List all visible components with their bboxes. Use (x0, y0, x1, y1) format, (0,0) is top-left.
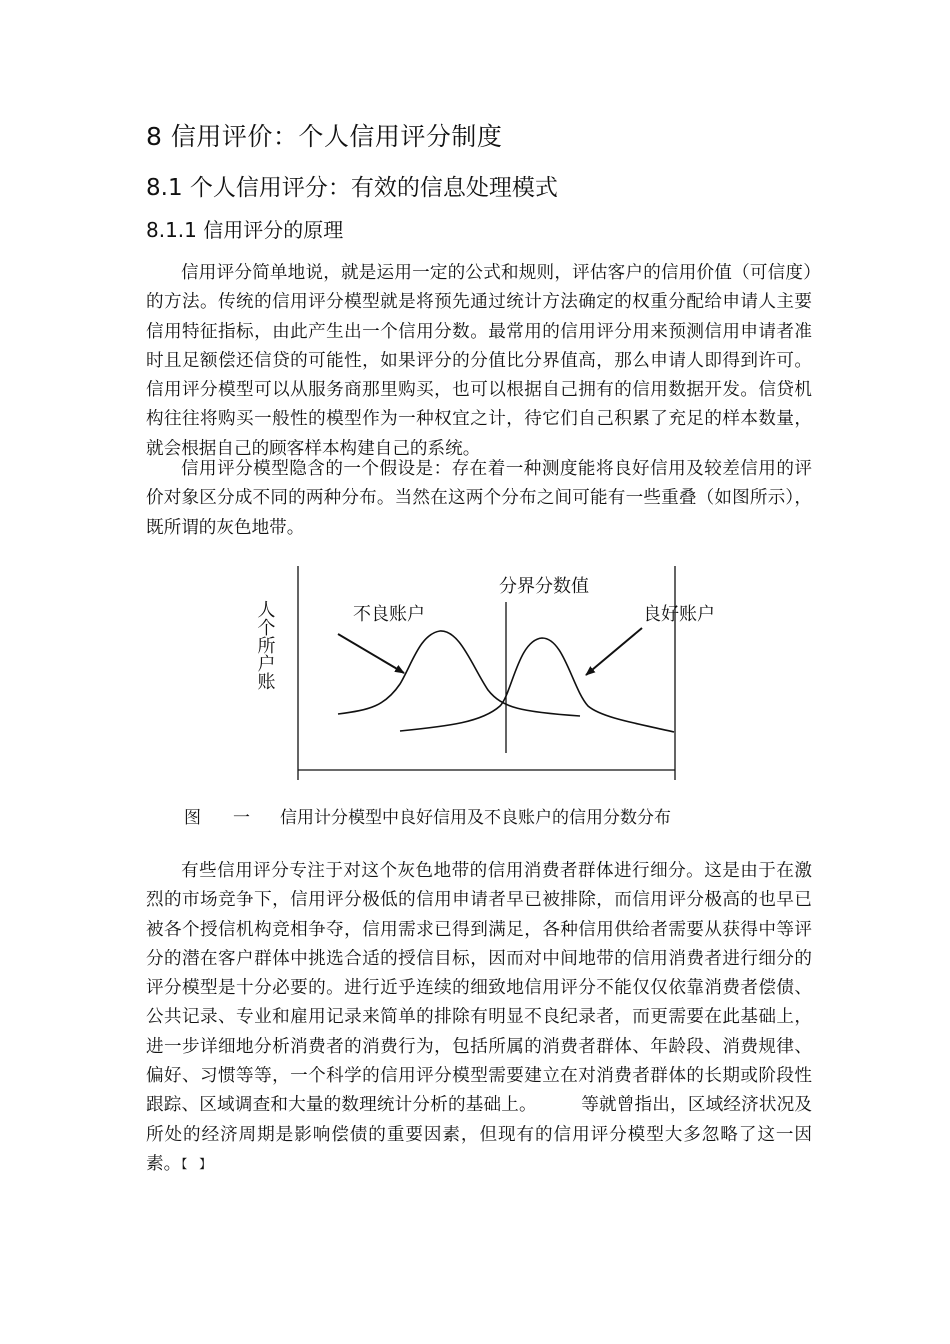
cutoff-label: 分界分数值 (499, 576, 589, 597)
good-account-arrow (586, 628, 642, 675)
good-account-curve (400, 638, 674, 732)
caption-number: 一 (233, 808, 250, 828)
paragraph-1: 信用评分简单地说，就是运用一定的公式和规则，评估客户的信用价值（可信度）的方法。传统的信用评分模型就是将预先通过统计方法确定的权重分配给申请人主要信用特征指标，由此产生出一个信用分数。最常用的信用评分用来预测信用申请者准时且足额偿还信贷的可能性，如果评分的分值比分界值高，那么申请人即得到许可。信用评分模型可以从服务商那里购买，也可以根据自己拥有的信用数据开发。信贷机构往往将购买一般性的模型作为一种权宜之计，待它们自己积累了充足的样本数量，就会根据自己的顾客样本构建自己的系统。 (146, 263, 812, 459)
score-distribution-figure (250, 566, 715, 786)
paragraph-3 (146, 857, 812, 1179)
paragraph-3-text: 有些信用评分专注于对这个灰色地带的信用消费者群体进行细分。这是由于在激烈的市场竞争下，信用评分极低的信用申请者早已被排除，而信用评分极高的也早已被各个授信机构竞相争夺，信用需求已得到满足，各种信用供给者需要从获得中等评分的潜在客户群体中挑选合适的授信目标，因而对中间地带的信用消费者进行细分的评分模型是十分必要的。进行近乎连续的细致地信用评分不能仅仅依靠消费者偿债、公共记录、专业和雇用记录来简单的排除有明显不良纪录者，而更需要在此基础上，进一步详细地分析消费者的消费行为，包括所属的消费者群体、年龄段、消费规律、偏好、习惯等等，一个科学的信用评分模型需要建立在对消费者群体的长期或阶段性跟踪、区域调查和大量的数理统计分析的基础上。 等就曾指出，区域经济状况及所处的经济周期是影响偿债的重要因素，但现有的信用评分模型大多忽略了这一因素。 (146, 861, 812, 1174)
paragraph-2: 信用评分模型隐含的一个假设是：存在着一种测度能将良好信用及较差信用的评价对象区分成不同的两种分布。当然在这两个分布之间可能有一些重叠（如图所示），既所谓的灰色地带。 (146, 459, 812, 538)
good-account-label: 良好账户 (643, 604, 715, 625)
figure-caption (184, 803, 671, 828)
reference-mark: 【 】 (181, 1156, 212, 1171)
chapter-heading: 8 信用评价：个人信用评分制度 (146, 122, 503, 151)
y-axis-label: 人个所户账 (254, 600, 276, 690)
bad-account-label: 不良账户 (353, 604, 425, 625)
caption-text: 信用计分模型中良好信用及不良账户的信用分数分布 (280, 808, 671, 828)
subsection-heading: 8.1.1 信用评分的原理 (146, 218, 344, 242)
bad-account-arrow (338, 634, 404, 673)
bad-account-curve (338, 631, 580, 716)
section-heading: 8.1 个人信用评分：有效的信息处理模式 (146, 175, 558, 201)
caption-prefix: 图 (184, 808, 201, 828)
